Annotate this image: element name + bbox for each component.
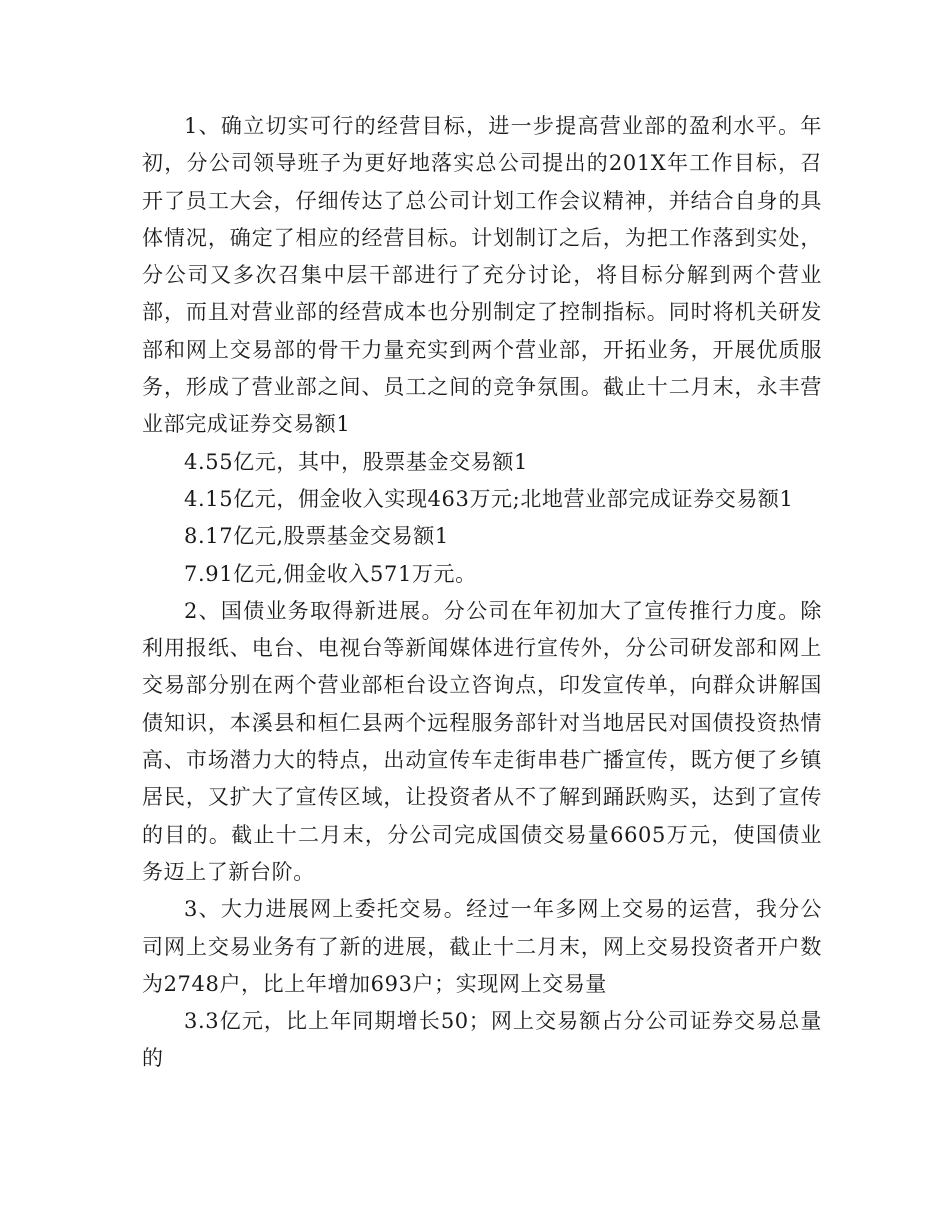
paragraph-6: 2、国债业务取得新进展。分公司在年初加大了宣传推行力度。除利用报纸、电台、电视台等新闻媒体进行宣传外，分公司研发部和网上交易部分别在两个营业部柜台设立咨询点，印发宣传单，向群众讲解国债知识，本溪县和桓仁县两个远程服务部针对当地居民对国债投资热情高、市场潜力大的特点，出动宣传车走街串巷广播宣传，既方便了乡镇居民，又扩大了宣传区域，让投资者从不了解到踊跃购买，达到了宣传的目的。截止十二月末，分公司完成国债交易量6605万元，使国债业务迈上了新台阶。 — [142, 598, 822, 884]
paragraph-5: 7.91亿元,佣金收入571万元。 — [184, 561, 477, 586]
paragraph-7: 3、大力进展网上委托交易。经过一年多网上交易的运营，我分公司网上交易业务有了新的进展，截止十二月末，网上交易投资者开户数为2748户，比上年增加693户；实现网上交易量 — [142, 897, 822, 996]
paragraph-3: 4.15亿元，佣金收入实现463万元;北地营业部完成证券交易额1 — [184, 486, 794, 511]
paragraph-8: 3.3亿元，比上年同期增长50；网上交易额占分公司证券交易总量的 — [142, 1009, 822, 1071]
paragraph-1: 1、确立切实可行的经营目标，进一步提高营业部的盈利水平。年初，分公司领导班子为更好地落实总公司提出的201X年工作目标，召开了员工大会，仔细传达了总公司计划工作会议精神，并结合自身的具体情况，确定了相应的经营目标。计划制订之后，为把工作落到实处，分公司又多次召集中层干部进行了充分讨论，将目标分解到两个营业部，而且对营业部的经营成本也分别制定了控制指标。同时将机关研发部和网上交易部的骨干力量充实到两个营业部，开拓业务，开展优质服务，形成了营业部之间、员工之间的竞争氛围。截止十二月末，永丰营业部完成证券交易额1 — [142, 114, 822, 437]
paragraph-2: 4.55亿元，其中，股票基金交易额1 — [184, 449, 528, 474]
document-body — [142, 108, 822, 1078]
paragraph-4: 8.17亿元,股票基金交易额1 — [184, 524, 449, 549]
